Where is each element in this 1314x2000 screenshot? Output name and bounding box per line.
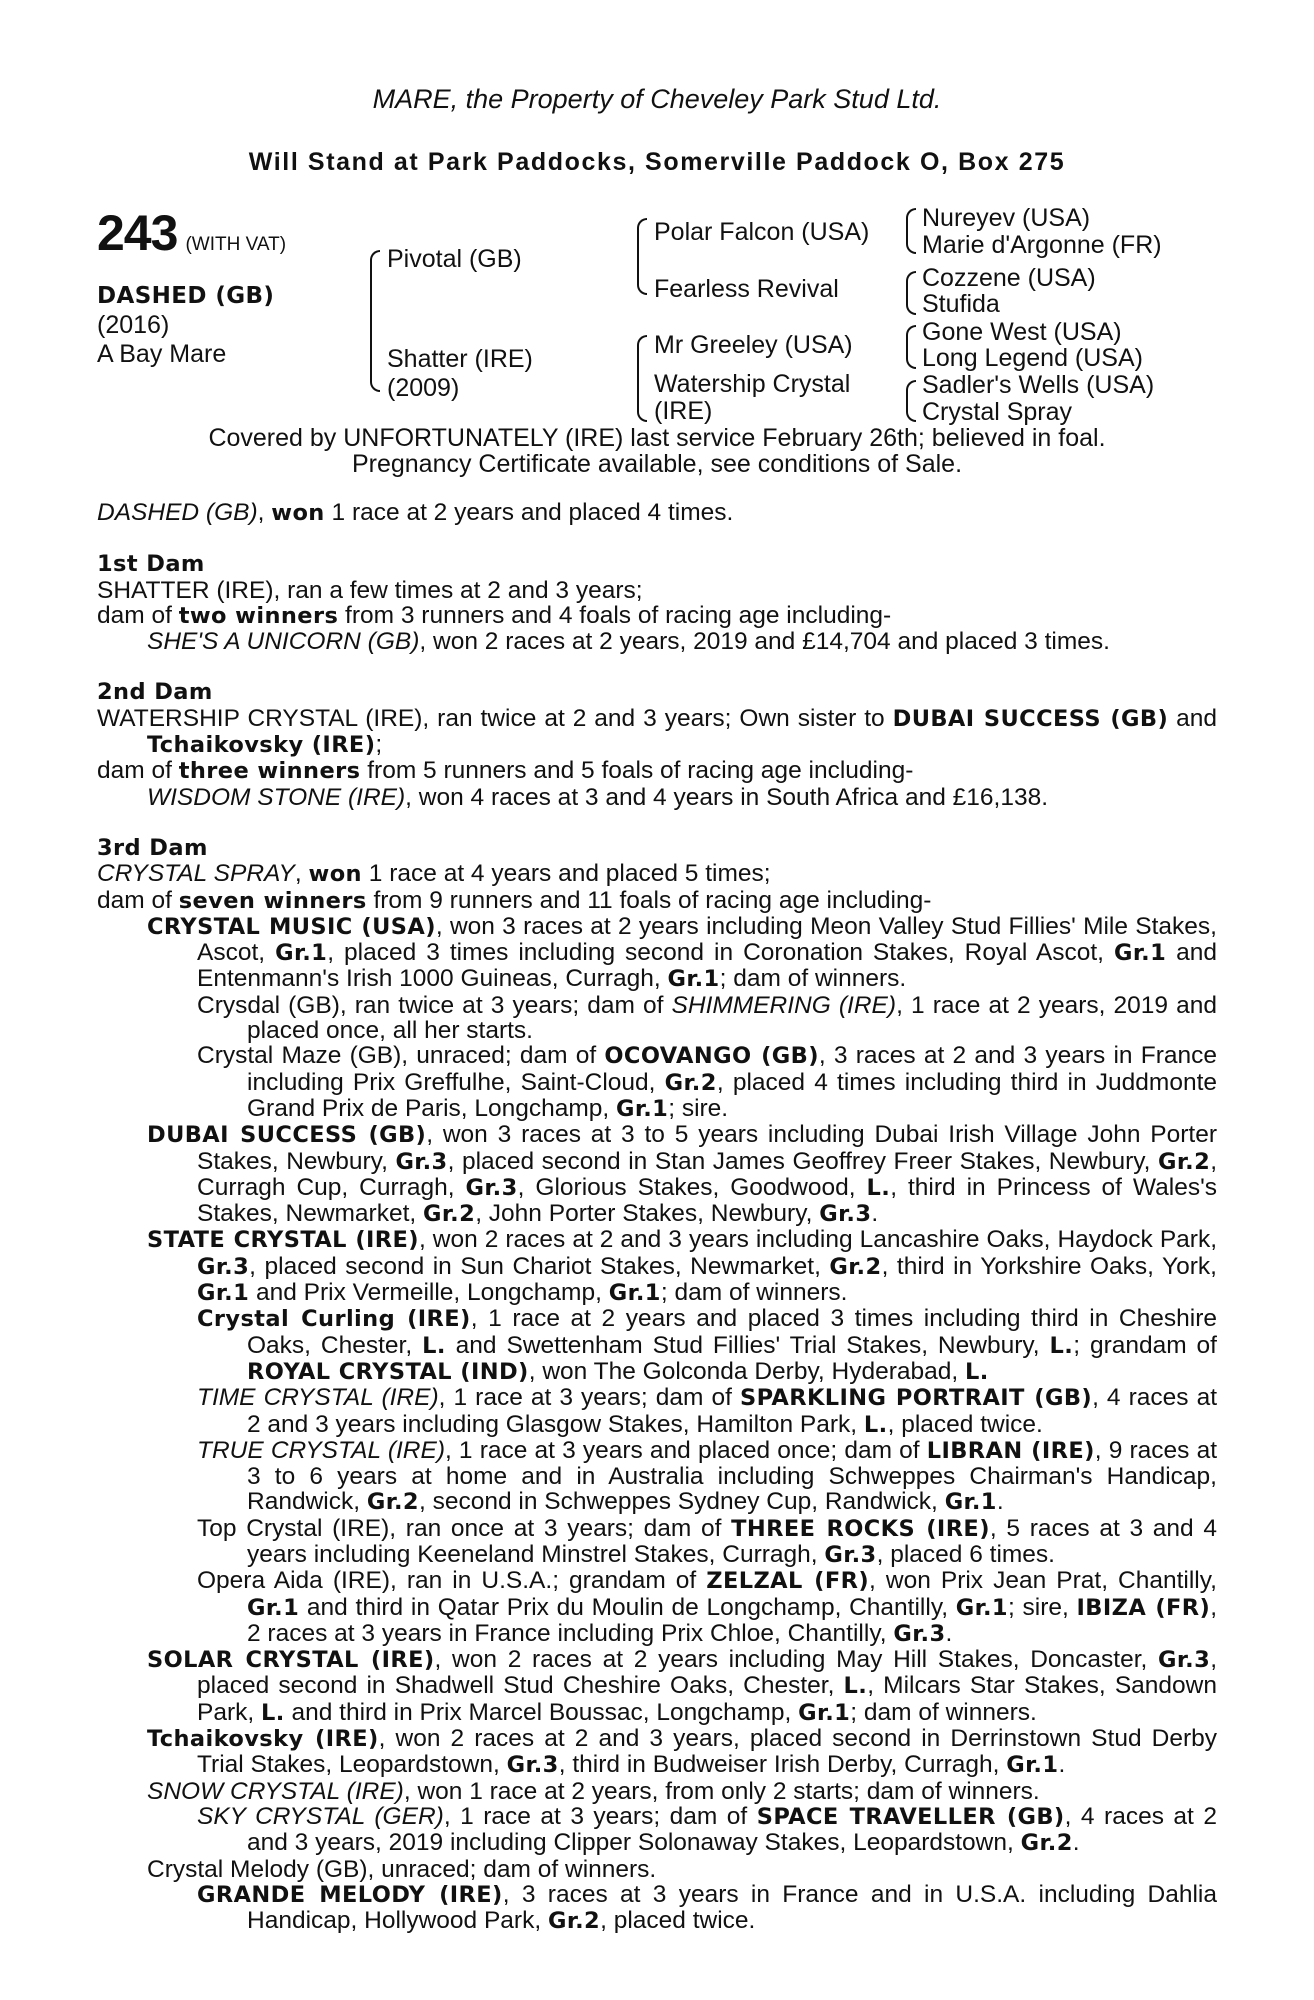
- ss-dam: Marie d'Argonne (FR): [922, 231, 1162, 259]
- lot-description: A Bay Mare: [97, 340, 227, 368]
- catalogue-title: MARE, the Property of Cheveley Park Stud Ltd.: [372, 84, 942, 114]
- pedigree-brace: [906, 404, 916, 422]
- ds-dam: Long Legend (USA): [922, 344, 1143, 372]
- dam-sire: Mr Greeley (USA): [654, 331, 853, 359]
- stand-location: Will Stand at Park Paddocks, Somerville Paddock O, Box 275: [248, 148, 1066, 176]
- third-dam-produce: dam of seven winners from 9 runners and 11 foals of racing age including-: [97, 886, 932, 914]
- ss-sire: Nureyev (USA): [922, 204, 1091, 232]
- dam: Shatter (IRE): [387, 345, 533, 373]
- pedigree-brace: [906, 208, 916, 234]
- entry-top-crystal: Top Crystal (IRE), ran once at 3 years; dam of THREE ROCKS (IRE), 5 races at 3 and 4 years including Keeneland Minstrel Stakes, Curragh, Gr.3, placed 6 times.: [197, 1514, 1218, 1568]
- pedigree-brace: [906, 232, 916, 254]
- entry-state-crystal: STATE CRYSTAL (IRE), won 2 races at 2 and 3 years including Lancashire Oaks, Haydock Park, Gr.3, placed second in Sun Chariot Stakes, Newmarket, Gr.2, third in Yorkshire Oaks, York, Gr.1 and Prix Vermeille, Longchamp, Gr.1; dam of winners.: [147, 1226, 1217, 1307]
- lot-year: (2016): [97, 311, 170, 339]
- entry-crystal-melody: Crystal Melody (GB), unraced; dam of winners.: [147, 1855, 657, 1883]
- sd-sire: Cozzene (USA): [922, 264, 1096, 292]
- second-dam-runner: WISDOM STONE (IRE), won 4 races at 3 and 4 years in South Africa and £16,138.: [147, 783, 1049, 811]
- lot-block: [97, 204, 286, 369]
- entry-crystal-maze: Crystal Maze (GB), unraced; dam of OCOVANGO (GB), 3 races at 2 and 3 years in France including Prix Greffulhe, Saint-Cloud, Gr.2, placed 4 times including third in Juddmonte Grand Prix de Paris, Longchamp, Gr.1; sire.: [197, 1042, 1218, 1122]
- entry-sky-crystal: SKY CRYSTAL (GER), 1 race at 3 years; dam of SPACE TRAVELLER (GB), 4 races at 2 and 3 years, 2019 including Clipper Solonaway Stakes, Leopardstown, Gr.2.: [197, 1802, 1217, 1857]
- pedigree-brace: [637, 263, 647, 295]
- third-dam-line: CRYSTAL SPRAY, won 1 race at 4 years and placed 5 times;: [97, 860, 771, 888]
- second-dam-heading: 2nd Dam: [97, 679, 213, 706]
- pregnancy-note: Pregnancy Certificate available, see conditions of Sale.: [351, 450, 963, 478]
- lot-number: 243: [97, 205, 178, 261]
- pedigree-brace: [906, 380, 916, 406]
- vat-note: (WITH VAT): [185, 234, 287, 255]
- sire-sire: Polar Falcon (USA): [654, 218, 870, 246]
- sire-dam: Fearless Revival: [654, 275, 839, 303]
- pedigree-brace: [906, 271, 916, 297]
- first-dam-produce: dam of two winners from 3 runners and 4 foals of racing age including-: [97, 601, 892, 629]
- sire: Pivotal (GB): [387, 245, 522, 273]
- pedigree-brace: [370, 250, 380, 342]
- pedigree-brace: [637, 335, 647, 382]
- dam-dam: Watership Crystal: [654, 370, 851, 398]
- dam-dam-country: (IRE): [654, 397, 713, 425]
- race-record: DASHED (GB), won 1 race at 2 years and placed 4 times.: [97, 499, 734, 526]
- entry-grande-melody: GRANDE MELODY (IRE), 3 races at 3 years in France and in U.S.A. including Dahlia Handicap, Hollywood Park, Gr.2, placed twice.: [197, 1880, 1217, 1935]
- pedigree-brace: [906, 325, 916, 351]
- entry-snow-crystal: SNOW CRYSTAL (IRE), won 1 race at 2 years, from only 2 starts; dam of winners.: [147, 1777, 1040, 1805]
- dd-sire: Sadler's Wells (USA): [922, 371, 1155, 399]
- first-dam-line: SHATTER (IRE), ran a few times at 2 and 3 years;: [97, 576, 643, 604]
- entry-crystal-curling: Crystal Curling (IRE), 1 race at 2 years and placed 3 times including third in Cheshire Oaks, Chester, L. and Swettenham Stud Fillies' Trial Stakes, Newbury, L.; grandam of ROYAL CRYSTAL (IND), won The Golconda Derby, Hyderabad, L.: [197, 1305, 1217, 1385]
- dd-dam: Crystal Spray: [922, 398, 1073, 426]
- entry-opera-aida: Opera Aida (IRE), ran in U.S.A.; grandam of ZELZAL (FR), won Prix Jean Prat, Chantilly, Gr.1 and third in Qatar Prix du Moulin de Longchamp, Chantilly, Gr.1; sire, IBIZA (FR), 2 races at 3 years in France including Prix Chloe, Chantilly, Gr.3.: [197, 1567, 1217, 1647]
- dam-year: (2009): [387, 374, 460, 402]
- second-dam-line: WATERSHIP CRYSTAL (IRE), ran twice at 2 and 3 years; Own sister to DUBAI SUCCESS (GB) and Tchaikovsky (IRE);: [97, 704, 1217, 759]
- entry-crysdal: Crysdal (GB), ran twice at 3 years; dam of SHIMMERING (IRE), 1 race at 2 years, 2019 and placed once, all her starts.: [197, 991, 1217, 1045]
- entry-time-crystal: TIME CRYSTAL (IRE), 1 race at 3 years; dam of SPARKLING PORTRAIT (GB), 4 races at 2 and 3 years including Glasgow Stakes, Hamilton Park, L., placed twice.: [197, 1384, 1217, 1438]
- entry-dubai-success: DUBAI SUCCESS (GB), won 3 races at 3 to 5 years including Dubai Irish Village John Porter Stakes, Newbury, Gr.3, placed second in Stan James Geoffrey Freer Stakes, Newbury, Gr.2, Curragh Cup, Curragh, Gr.3, Glorious Stakes, Goodwood, L., third in Princess of Wales's Stakes, Newmarket, Gr.2, John Porter Stakes, Newbury, Gr.3.: [147, 1121, 1218, 1228]
- first-dam-runner: SHE'S A UNICORN (GB), won 2 races at 2 years, 2019 and £14,704 and placed 3 times.: [147, 628, 1110, 656]
- sd-dam: Stufida: [922, 290, 1000, 318]
- pedigree-brace: [637, 218, 647, 265]
- third-dam-heading: 3rd Dam: [97, 834, 208, 861]
- pedigree-brace: [906, 349, 916, 369]
- lot-name: DASHED (GB): [97, 283, 275, 309]
- entry-crystal-music: CRYSTAL MUSIC (USA), won 3 races at 2 years including Meon Valley Stud Fillies' Mile Stakes, Ascot, Gr.1, placed 3 times including second in Coronation Stakes, Royal Ascot, Gr.1 and Entenmann's Irish 1000 Guineas, Curragh, Gr.1; dam of winners.: [147, 912, 1218, 993]
- pedigree-brace: [637, 380, 647, 422]
- entry-solar-crystal: SOLAR CRYSTAL (IRE), won 2 races at 2 years including May Hill Stakes, Doncaster, Gr.3, placed second in Shadwell Stud Cheshire Oaks, Chester, L., Milcars Star Stakes, Sandown Park, L. and third in Prix Marcel Boussac, Longchamp, Gr.1; dam of winners.: [147, 1646, 1218, 1726]
- pedigree-brace: [370, 340, 380, 392]
- first-dam-heading: 1st Dam: [97, 551, 205, 578]
- covered-note: Covered by UNFORTUNATELY (IRE) last service February 26th; believed in foal.: [208, 424, 1106, 452]
- catalogue-body: [97, 500, 1217, 1934]
- pedigree-brace: [906, 295, 916, 315]
- entry-tchaikovsky: Tchaikovsky (IRE), won 2 races at 2 and 3 years, placed second in Derrinstown Stud Derby Trial Stakes, Leopardstown, Gr.3, third in Budweiser Irish Derby, Curragh, Gr.1.: [147, 1725, 1217, 1779]
- ds-sire: Gone West (USA): [922, 318, 1122, 346]
- second-dam-produce: dam of three winners from 5 runners and 5 foals of racing age including-: [97, 757, 914, 785]
- entry-true-crystal: TRUE CRYSTAL (IRE), 1 race at 3 years and placed once; dam of LIBRAN (IRE), 9 races at 3 to 6 years at home and in Australia including Schweppes Chairman's Handicap, Randwick, Gr.2, second in Schweppes Sydney Cup, Randwick, Gr.1.: [197, 1436, 1218, 1516]
